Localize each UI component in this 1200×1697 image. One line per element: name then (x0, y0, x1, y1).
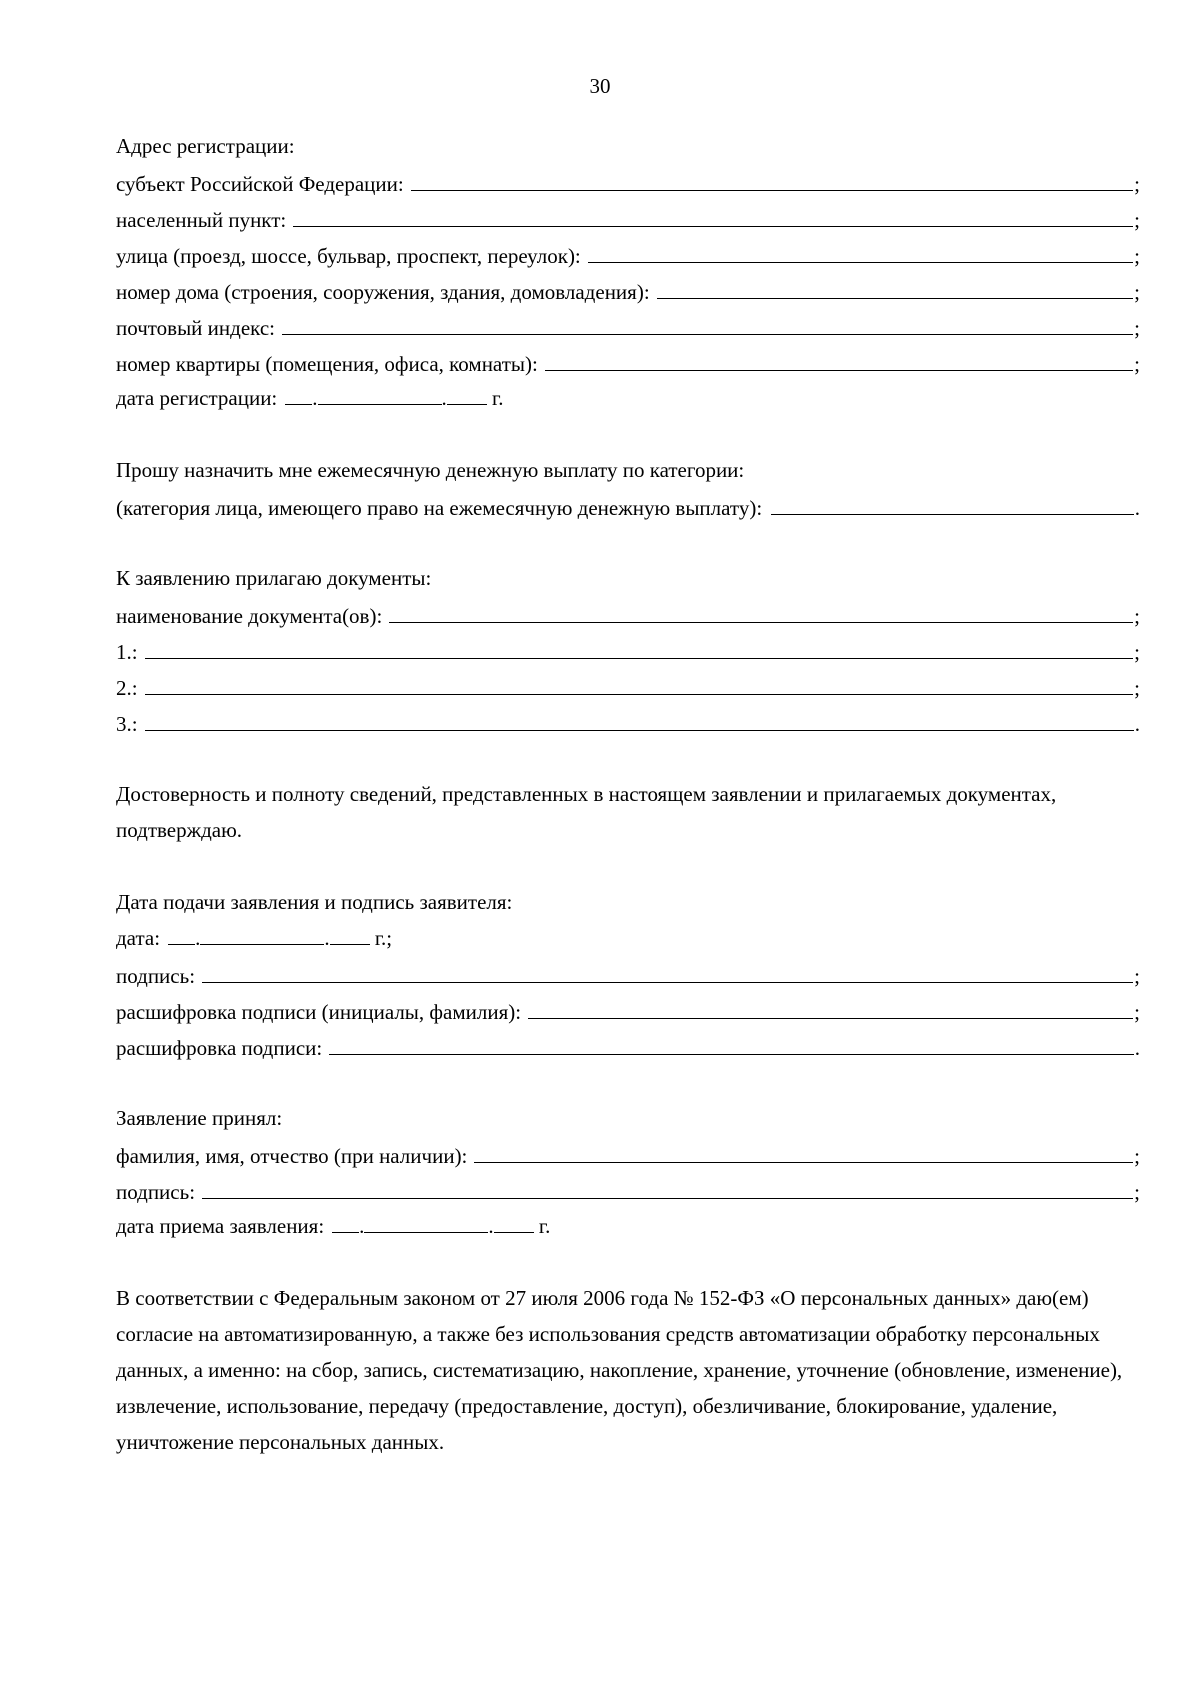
submit-day-input[interactable] (168, 920, 195, 945)
signature-decode-2-input[interactable] (329, 1028, 1134, 1055)
postcode-input[interactable] (282, 308, 1133, 335)
request-line-1: Прошу назначить мне ежемесячную денежную выплату по категории: (116, 458, 745, 482)
accept-day-input[interactable] (332, 1208, 359, 1233)
street-input[interactable] (588, 236, 1133, 263)
document-3-input[interactable] (145, 704, 1134, 731)
document-2-input[interactable] (145, 668, 1134, 695)
field-house: номер дома (строения, сооружения, здания, домовладения): ; (116, 272, 1140, 308)
registration-heading: Адрес регистрации: (116, 134, 295, 158)
field-postcode: почтовый индекс: ; (116, 308, 1140, 344)
locality-input[interactable] (293, 200, 1133, 227)
documents-heading: К заявлению прилагаю документы: (116, 566, 432, 590)
submit-year-input[interactable] (330, 920, 370, 945)
document-item-1: 1.: ; (116, 632, 1140, 668)
house-input[interactable] (657, 272, 1134, 299)
field-applicant-signature: подпись: ; (116, 956, 1140, 992)
field-region: субъект Российской Федерации: ; (116, 164, 1140, 200)
request-line-2: (категория лица, имеющего право на ежемесячную денежную выплату): . (116, 488, 1140, 524)
field-accepted-date: дата приема заявления: . . г. (116, 1208, 1140, 1244)
reg-day-input[interactable] (285, 380, 312, 405)
apartment-input[interactable] (545, 344, 1133, 371)
reg-month-input[interactable] (318, 380, 442, 405)
field-document-name: наименование документа(ов): ; (116, 596, 1140, 632)
field-accepted-fio: фамилия, имя, отчество (при наличии): ; (116, 1136, 1140, 1172)
consent-text: В соответствии с Федеральным законом от 27 июля 2006 года № 152-ФЗ «О персональных данных» даю(ем) согласие на автоматизированную, а также без использования средств автоматизации обработку персональных данных, а именно: на сбор, запись, систематизацию, накопление, хранение, уточнение (обновление, изменение), извлечение, использование, передачу (предоставление, доступ), обезличивание, блокирование, удаление, уничтожение персональных данных. (116, 1286, 1123, 1454)
document-item-2: 2.: ; (116, 668, 1140, 704)
field-signature-decode: расшифровка подписи (инициалы, фамилия): ; (116, 992, 1140, 1028)
form-content (116, 128, 1140, 1460)
accepted-signature-input[interactable] (202, 1172, 1133, 1199)
page-number: 30 (589, 74, 611, 98)
field-street: улица (проезд, шоссе, бульвар, проспект, переулок): ; (116, 236, 1140, 272)
field-locality: населенный пункт: ; (116, 200, 1140, 236)
confirmation-text: Достоверность и полноту сведений, представленных в настоящем заявлении и прилагаемых документах, подтверждаю. (116, 782, 1057, 842)
document-item-3: 3.: . (116, 704, 1140, 740)
region-input[interactable] (411, 164, 1133, 191)
signature-heading: Дата подачи заявления и подпись заявителя: (116, 890, 513, 914)
accepted-heading: Заявление принял: (116, 1106, 283, 1130)
category-input[interactable] (771, 488, 1134, 515)
field-apartment: номер квартиры (помещения, офиса, комнаты): ; (116, 344, 1140, 380)
field-submit-date: дата: . . г.; (116, 920, 1140, 956)
accepted-fio-input[interactable] (474, 1136, 1133, 1163)
applicant-signature-input[interactable] (202, 956, 1133, 983)
signature-decode-input[interactable] (528, 992, 1133, 1019)
field-registration-date: дата регистрации: . . г. (116, 380, 1140, 416)
document-name-input[interactable] (389, 596, 1133, 623)
field-accepted-signature: подпись: ; (116, 1172, 1140, 1208)
reg-year-input[interactable] (447, 380, 487, 405)
field-signature-decode-2: расшифровка подписи: . (116, 1028, 1140, 1064)
document-1-input[interactable] (145, 632, 1134, 659)
accept-month-input[interactable] (364, 1208, 488, 1233)
accept-year-input[interactable] (494, 1208, 534, 1233)
submit-month-input[interactable] (200, 920, 324, 945)
